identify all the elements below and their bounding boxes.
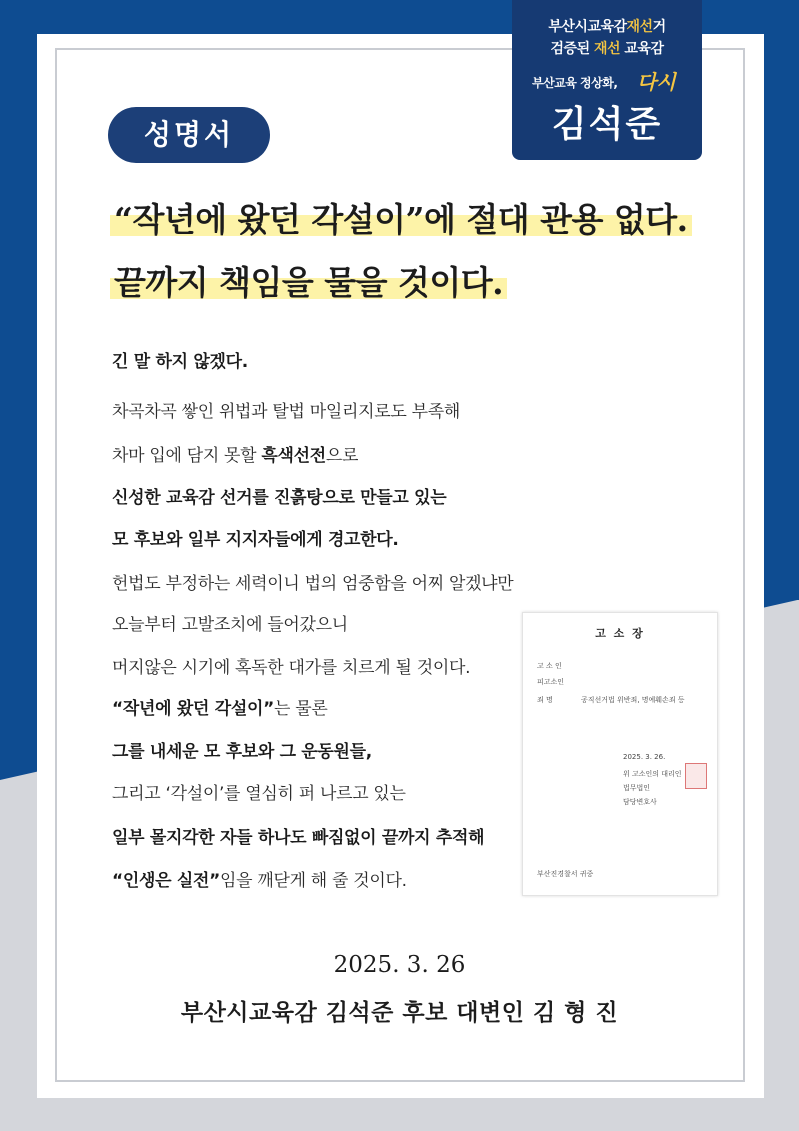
statement-signature: 부산시교육감 김석준 후보 대변인 김 형 진 [180,999,619,1026]
body-line-10: 그를 내세운 모 후보와 그 운동원들, [112,742,372,762]
candidate-name-logo: 김석준 [551,104,663,145]
document-sign-3: 담당변호사 [623,798,657,806]
document-title: 고 소 장 [595,627,645,640]
statement-date: 2025. 3. 26 [333,952,466,978]
body-line-3: 차마 입에 담지 못할 흑색선전으로 [112,446,359,466]
document-row-charge: 죄 명 [537,696,553,704]
body-line-1: 긴 말 하지 않겠다. [112,352,248,372]
document-sign-1: 위 고소인의 대리인 [623,770,682,778]
body-line-9: “작년에 왔던 각설이”는 물론 [112,699,328,719]
badge-slogan-highlight: 다시 [637,70,676,94]
badge-line-1: 부산시교육감재선거 [548,19,666,35]
body-line-11: 그리고 ‘각설이’를 열심히 퍼 나르고 있는 [112,784,406,804]
document-row-defendant: 피고소인 [537,678,565,686]
statement-label: 성명서 [108,107,270,163]
complaint-document-image [522,612,718,896]
seal-stamp [685,763,707,789]
document-row-complainant: 고 소 인 [537,662,562,670]
body-line-6: 헌법도 부정하는 세력이니 법의 엄중함을 어찌 알겠냐만 [112,574,514,594]
body-line-7: 오늘부터 고발조치에 들어갔으니 [112,615,348,635]
badge-slogan: 부산교육 정상화, [532,76,618,90]
body-line-2: 차곡차곡 쌓인 위법과 탈법 마일리지로도 부족해 [112,402,460,422]
body-line-4: 신성한 교육감 선거를 진흙탕으로 만들고 있는 [112,488,447,508]
body-line-8: 머지않은 시기에 혹독한 대가를 치르게 될 것이다. [112,658,471,678]
document-footer: 부산진경찰서 귀중 [537,870,594,878]
body-line-12: 일부 몰지각한 자들 하나도 빠짐없이 끝까지 추적해 [112,828,485,848]
body-line-13: “인생은 실전”임을 깨닫게 해 줄 것이다. [112,871,407,891]
document-charge-value: 공직선거법 위반죄, 명예훼손죄 등 [581,696,685,704]
headline-line-1: “작년에 왔던 각설이”에 절대 관용 없다. [110,194,692,241]
document-sign-2: 법무법인 [623,784,651,792]
campaign-badge [512,0,702,160]
badge-line-2: 검증된 재선 교육감 [550,41,664,57]
document-date: 2025. 3. 26. [623,753,666,761]
body-line-5: 모 후보와 일부 지지자들에게 경고한다. [112,530,399,550]
headline-line-2: 끝까지 책임을 물을 것이다. [110,257,507,304]
